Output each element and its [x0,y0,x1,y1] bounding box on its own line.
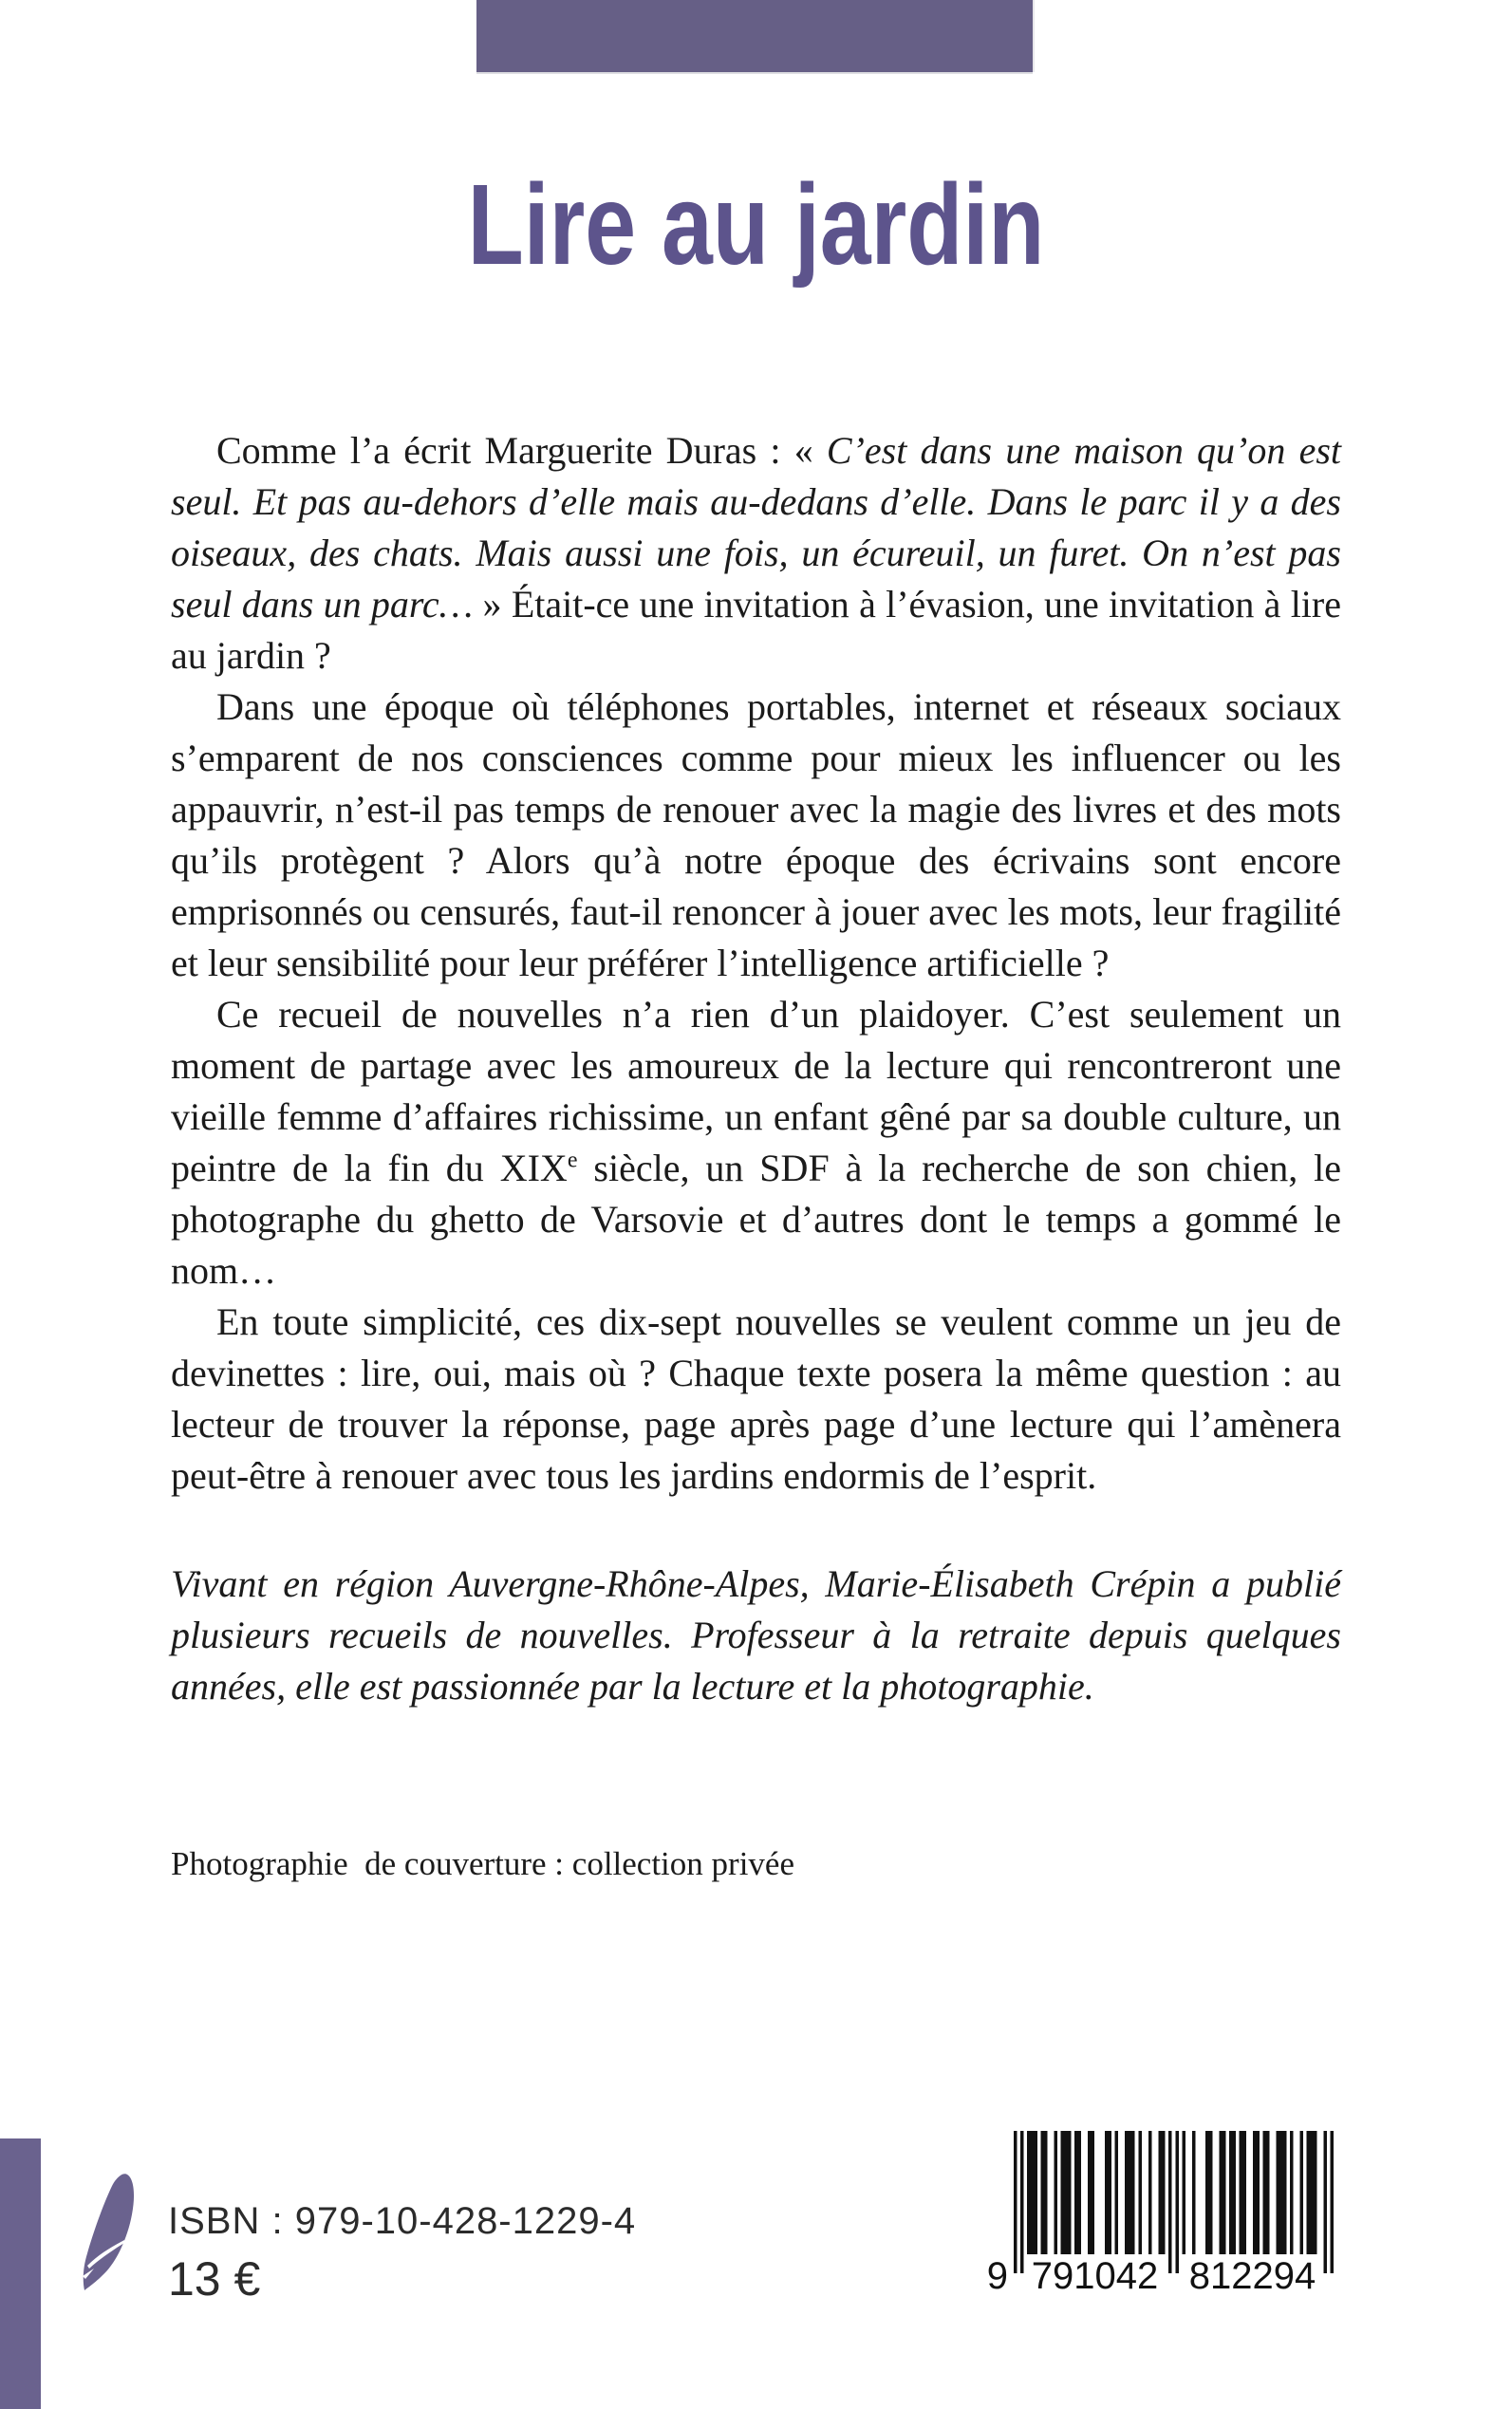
price-text: 13 € [168,2252,261,2306]
text-segment: Comme l’a écrit Marguerite Duras : « [216,429,827,472]
paragraph-epoque [171,682,1341,989]
paragraph-duras-quote [171,425,1341,682]
back-cover-text [171,425,1341,1883]
barcode [986,2131,1334,2297]
feather-quill-icon [80,2170,137,2291]
text-segment: » Était-ce une invitation à l’évasion, une invitation à lire au jardin ? [171,583,1341,677]
top-band-decoration [476,0,1033,72]
paragraph-devinettes [171,1297,1341,1502]
barcode-right-group: 812294 [1188,2255,1316,2297]
barcode-bars [1014,2131,1334,2273]
paragraph-recueil [171,989,1341,1297]
text-segment: siècle, un SDF à la recherche de son chien, le photographe du ghetto de Varsovie et d’autres dont le temps a gommé le nom… [171,1147,1341,1292]
barcode-lead-digit: 9 [986,2255,1008,2297]
author-bio: Vivant en région Auvergne-Rhône-Alpes, Marie-Élisabeth Crépin a publié plusieurs recueils de nouvelles. Professeur à la retraite depuis quelques années, elle est passionnée par la lecture et la photographie. [171,1562,1341,1708]
text-segment: En toute simplicité, ces dix-sept nouvelles se veulent comme un jeu de devinettes : lire, oui, mais où ? Chaque texte posera la même question : au lecteur de trouver la réponse, page après page d’une lecture qui l’amènera peut-être à renouer avec tous les jardins endormis de l’esprit. [171,1300,1341,1497]
book-title: Lire au jardin [467,159,1045,289]
text-segment: Dans une époque où téléphones portables, internet et réseaux sociaux s’emparent de nos consciences comme pour mieux les influencer ou les appauvrir, n’est-il pas temps de renouer avec la magie des livres et des mots qu’ils protègent ? Alors qu’à notre époque des écrivains sont encore emprisonnés ou censurés, faut-il renoncer à jouer avec les mots, leur fragilité et leur sensibilité pour leur préférer l’intelligence artificielle ? [171,685,1341,984]
left-accent-bar [0,2138,41,2409]
barcode-left-group: 791042 [1031,2255,1159,2297]
text-segment: Ce recueil de nouvelles n’a rien d’un plaidoyer. C’est seulement un moment de partage avec les amoureux de la lecture qui rencontreront une vieille femme d’affaires richissime, un enfant gêné par sa double culture, un peintre de la fin du XIX [171,993,1341,1189]
isbn-text: ISBN : 979-10-428-1229-4 [168,2200,637,2242]
superscript-e: e [567,1148,578,1173]
photo-credit: Photographie de couverture : collection privée [171,1845,794,1882]
quote-italic-segment: C’est dans une maison qu’on est seul. Et pas au-dehors d’elle mais au-dedans d’elle. Dans le parc il y a des oiseaux, des chats. Mais aussi une fois, un écureuil, un furet. On n’est pas seul dans un parc… [171,429,1341,626]
